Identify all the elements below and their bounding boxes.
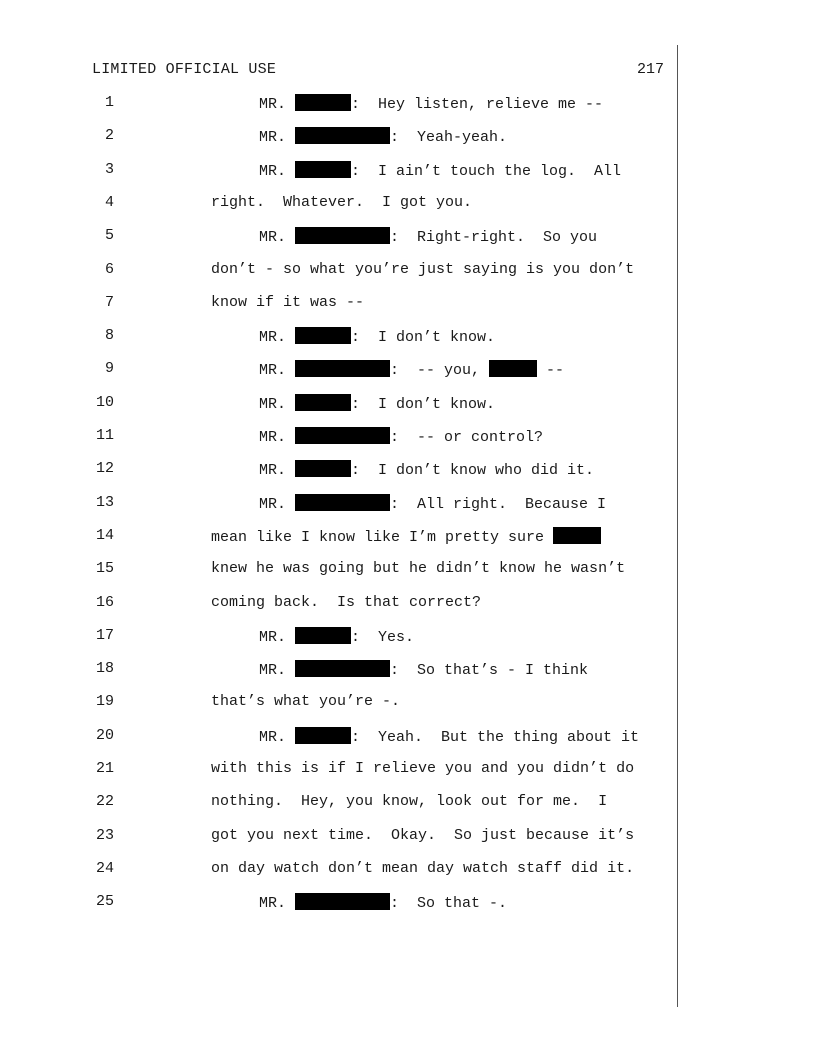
transcript-line: [0, 827, 816, 851]
text-run: got you next time. Okay. So just because it’s: [211, 826, 635, 844]
line-text: [211, 793, 607, 810]
line-number: 17: [95, 626, 114, 644]
redaction-box: [295, 161, 351, 178]
line-number: 1: [104, 94, 114, 111]
transcript-line: [0, 360, 816, 384]
redaction-box: [295, 360, 390, 377]
redaction-box: [295, 227, 390, 244]
line-number: 15: [95, 560, 114, 578]
text-run: know if it was --: [211, 293, 365, 311]
text-run: : So that -.: [390, 895, 508, 913]
text-run: MR.: [259, 628, 296, 646]
text-run: that’s what you’re -.: [211, 693, 401, 711]
text-run: don’t - so what you’re just saying is you don’t: [211, 260, 635, 278]
line-text: [259, 660, 588, 679]
text-run: MR.: [259, 362, 296, 380]
line-number: 14: [95, 526, 114, 544]
line-text: [211, 560, 625, 577]
text-run: : -- or control?: [390, 429, 544, 446]
text-run: MR.: [259, 329, 296, 347]
text-run: : -- you,: [390, 362, 490, 380]
line-text: [259, 494, 606, 513]
redaction-box: [295, 727, 351, 744]
line-text: [259, 360, 564, 379]
transcript-line: [0, 727, 816, 751]
line-text: [211, 827, 634, 844]
redaction-box: [295, 660, 390, 677]
transcript-line: [0, 660, 816, 684]
transcript-line: [0, 194, 816, 218]
redaction-box: [295, 893, 390, 910]
text-run: : Right-right. So you: [390, 229, 598, 247]
redaction-box: [553, 527, 601, 544]
text-run: : I don’t know.: [351, 329, 496, 347]
transcript-line: [0, 560, 816, 584]
text-run: MR.: [259, 162, 296, 180]
line-number: 21: [95, 760, 114, 777]
line-number: 9: [104, 360, 114, 378]
transcript-line: [0, 494, 816, 518]
text-run: : I ain’t touch the log. All: [351, 162, 622, 180]
transcript-line: [0, 693, 816, 717]
text-run: MR.: [259, 395, 296, 413]
redaction-box: [295, 94, 351, 111]
line-text: [211, 261, 634, 278]
line-number: 22: [95, 793, 114, 811]
text-run: right. Whatever. I got you.: [211, 193, 473, 211]
transcript-line: [0, 227, 816, 251]
text-run: : Yes.: [351, 628, 415, 646]
line-number: 13: [95, 493, 114, 511]
transcript-line: [0, 893, 816, 917]
line-number: 6: [104, 260, 114, 278]
line-number: 2: [104, 127, 114, 145]
text-run: MR.: [259, 96, 296, 113]
transcript-line: [0, 627, 816, 651]
text-run: MR.: [259, 429, 296, 446]
transcript-line: [0, 394, 816, 418]
transcript-line: [0, 127, 816, 151]
text-run: MR.: [259, 895, 296, 913]
redaction-box: [295, 494, 390, 511]
text-run: with this is if I relieve you and you didn’t do: [211, 760, 635, 777]
line-number: 11: [95, 427, 114, 444]
redaction-box: [295, 460, 351, 477]
transcript-line: [0, 527, 816, 551]
text-run: : I don’t know.: [351, 395, 496, 413]
text-run: on day watch don’t mean day watch staff did it.: [211, 859, 635, 877]
text-run: coming back. Is that correct?: [211, 593, 482, 611]
text-run: : Yeah. But the thing about it: [351, 728, 640, 746]
header-classification: LIMITED OFFICIAL USE: [92, 61, 277, 78]
line-text: [259, 394, 495, 413]
line-text: [211, 760, 634, 777]
text-run: : All right. Because I: [390, 495, 607, 513]
text-run: : So that’s - I think: [390, 662, 589, 680]
line-text: [211, 194, 472, 211]
line-text: [259, 627, 414, 646]
line-text: [211, 693, 400, 710]
redaction-box: [295, 627, 351, 644]
text-run: knew he was going but he didn’t know he wasn’t: [211, 560, 626, 578]
line-number: 23: [95, 826, 114, 844]
redaction-box: [295, 327, 351, 344]
redaction-box: [489, 360, 537, 377]
line-number: 4: [104, 193, 114, 211]
line-number: 7: [104, 293, 114, 311]
line-number: 25: [95, 893, 114, 911]
redaction-box: [295, 127, 390, 144]
line-text: [259, 460, 594, 479]
line-number: 24: [95, 859, 114, 877]
transcript-line: [0, 860, 816, 884]
transcript-line: [0, 594, 816, 618]
transcript-line: [0, 94, 816, 118]
line-text: [259, 94, 603, 113]
text-run: --: [537, 362, 565, 380]
line-number: 10: [95, 393, 114, 411]
transcript-line: [0, 460, 816, 484]
line-text: [211, 294, 364, 311]
transcript-line: [0, 793, 816, 817]
line-text: [259, 727, 639, 746]
transcript-line: [0, 161, 816, 185]
line-number: 12: [95, 460, 114, 478]
transcript-line: [0, 294, 816, 318]
page-number: 217: [637, 61, 665, 78]
line-text: [259, 227, 597, 246]
transcript-line: [0, 327, 816, 351]
line-number: 18: [95, 660, 114, 678]
line-text: [259, 427, 543, 446]
line-number: 16: [95, 593, 114, 611]
transcript-line: [0, 261, 816, 285]
line-text: [259, 327, 495, 346]
text-run: MR.: [259, 495, 296, 513]
text-run: MR.: [259, 129, 296, 147]
text-run: MR.: [259, 728, 296, 746]
text-run: : Hey listen, relieve me --: [351, 96, 604, 113]
line-number: 5: [104, 227, 114, 245]
text-run: MR.: [259, 462, 296, 480]
line-text: [211, 860, 634, 877]
text-run: : Yeah-yeah.: [390, 129, 508, 147]
line-number: 3: [104, 160, 114, 178]
text-run: : I don’t know who did it.: [351, 462, 595, 480]
text-run: MR.: [259, 662, 296, 680]
line-number: 8: [104, 327, 114, 345]
transcript-line: [0, 427, 816, 451]
redaction-box: [295, 427, 390, 444]
line-text: [259, 893, 507, 912]
line-text: [259, 127, 507, 146]
line-text: [211, 527, 601, 546]
transcript-line: [0, 760, 816, 784]
text-run: MR.: [259, 229, 296, 247]
redaction-box: [295, 394, 351, 411]
line-text: [259, 161, 621, 180]
line-number: 20: [95, 726, 114, 744]
text-run: mean like I know like I’m pretty sure: [211, 528, 554, 546]
text-run: nothing. Hey, you know, look out for me. I: [211, 793, 608, 811]
line-number: 19: [95, 693, 114, 711]
line-text: [211, 594, 481, 611]
